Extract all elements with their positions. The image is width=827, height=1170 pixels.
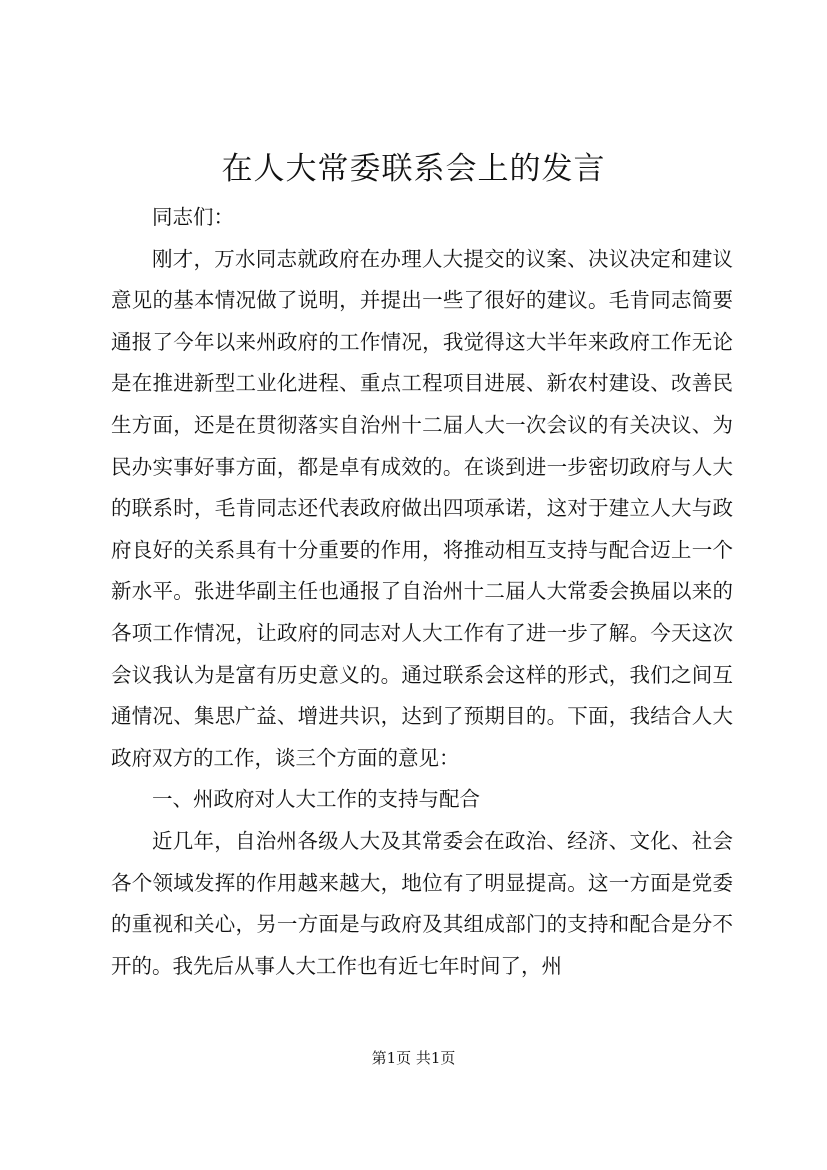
document-body <box>111 197 733 987</box>
document-title: 在人大常委联系会上的发言 <box>221 151 606 187</box>
salutation-paragraph: 同志们： <box>152 205 234 229</box>
page-footer: 第1页 共1页 <box>371 1049 456 1067</box>
opening-paragraph: 刚才，万水同志就政府在办理人大提交的议案、决议决定和建议意见的基本情况做了说明，并提出一些了很好的建议。毛肯同志简要通报了今年以来州政府的工作情况，我觉得这大半年来政府工作无论是在推进新型工业化进程、重点工程项目进展、新农村建设、改善民生方面，还是在贯彻落实自治州十二届人大一次会议的有关决议、为民办实事好事方面，都是卓有成效的。在谈到进一步密切政府与人大的联系时，毛肯同志还代表政府做出四项承诺，这对于建立人大与政府良好的关系具有十分重要的作用，将推动相互支持与配合迈上一个新水平。张进华副主任也通报了自治州十二届人大常委会换届以来的各项工作情况，让政府的同志对人大工作有了进一步了解。今天这次会议我认为是富有历史意义的。通过联系会这样的形式，我们之间互通情况、集思广益、增进共识，达到了预期目的。下面，我结合人大政府双方的工作，谈三个方面的意见： <box>111 246 733 770</box>
section-heading: 一、州政府对人大工作的支持与配合 <box>152 787 480 812</box>
section-paragraph: 近几年，自治州各级人大及其常委会在政治、经济、文化、社会各个领域发挥的作用越来越大，地位有了明显提高。这一方面是党委的重视和关心，另一方面是与政府及其组成部门的支持和配合是分不开的。我先后从事人大工作也有近七年时间了，州 <box>111 828 733 978</box>
